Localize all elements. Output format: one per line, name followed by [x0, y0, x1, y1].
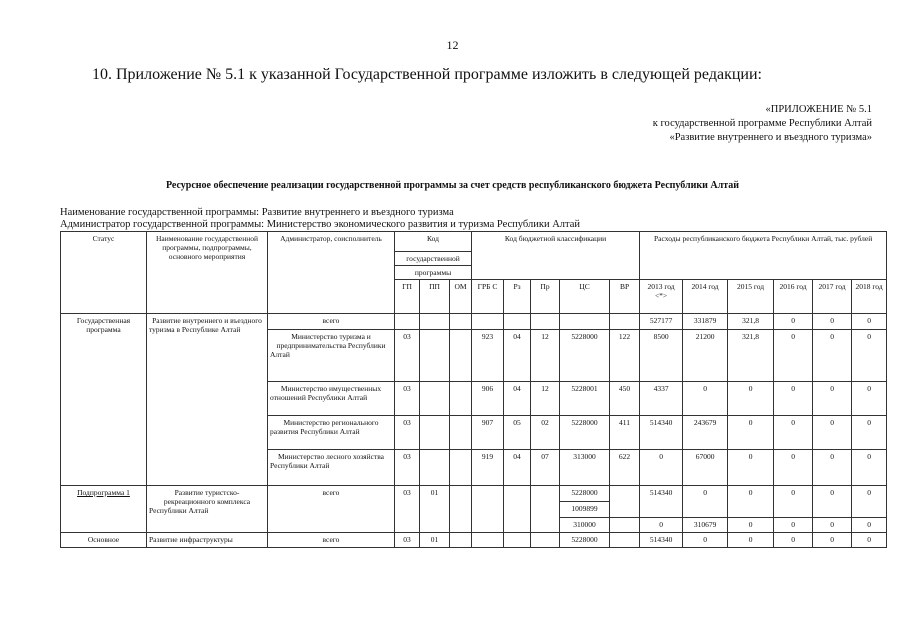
cs-code: 5228000	[560, 486, 610, 502]
value-2016: 0	[774, 486, 813, 518]
vr-code	[610, 533, 640, 548]
gp-code: 03	[395, 330, 420, 382]
pr-code: 02	[531, 416, 560, 450]
sub1-status: Подпрограмма 1	[61, 486, 147, 533]
om1-name: Развитие инфраструктуры	[147, 533, 268, 548]
cs-code: 310000	[560, 518, 610, 533]
pr-code	[531, 533, 560, 548]
admin-cell: всего	[268, 314, 395, 330]
value-2016: 0	[774, 518, 813, 533]
om-code	[450, 330, 472, 382]
admin-cell: Министерство регионального развития Республики Алтай	[268, 416, 395, 450]
grbs-code: 907	[472, 416, 504, 450]
rz-code: 04	[504, 382, 531, 416]
vr-code	[610, 314, 640, 330]
header-grbs: ГРБ С	[472, 280, 504, 314]
grbs-code: 919	[472, 450, 504, 486]
rz-code: 04	[504, 330, 531, 382]
value-2018: 0	[852, 314, 887, 330]
header-2017: 2017 год	[813, 280, 852, 314]
value-2013: 514340	[640, 486, 683, 518]
value-2013: 514340	[640, 533, 683, 548]
value-2014: 310679	[683, 518, 728, 533]
appendix-line-1: «ПРИЛОЖЕНИЕ № 5.1	[765, 104, 872, 115]
value-2017: 0	[813, 486, 852, 518]
header-code-sub1: государственной	[395, 252, 472, 266]
value-2018: 0	[852, 450, 887, 486]
gp-code: 03	[395, 486, 420, 533]
admin-cell: Министерство лесного хозяйства Республики Алтай	[268, 450, 395, 486]
table-row	[61, 533, 887, 548]
cs-code	[560, 314, 610, 330]
vr-code	[610, 518, 640, 533]
value-2017: 0	[813, 382, 852, 416]
appendix-line-3: «Развитие внутреннего и въездного туризма»	[669, 132, 872, 143]
header-expenses: Расходы республиканского бюджета Республики Алтай, тыс. рублей	[640, 232, 887, 280]
grbs-code: 923	[472, 330, 504, 382]
value-2018: 0	[852, 533, 887, 548]
header-2016: 2016 год	[774, 280, 813, 314]
value-2018: 0	[852, 330, 887, 382]
amendment-heading: 10. Приложение № 5.1 к указанной Государственной программе изложить в следующей редакции:	[92, 66, 762, 83]
admin-cell: Министерство имущественных отношений Республики Алтай	[268, 382, 395, 416]
value-2014: 243679	[683, 416, 728, 450]
header-name: Наименование государственной программы, подпрограммы, основного мероприятия	[147, 232, 268, 314]
gp-name: Развитие внутреннего и въездного туризма в Республике Алтай	[147, 314, 268, 486]
admin-cell: всего	[268, 486, 395, 533]
appendix-header	[653, 103, 872, 145]
value-2013: 0	[640, 518, 683, 533]
page-number: 12	[446, 38, 459, 52]
value-2013: 8500	[640, 330, 683, 382]
resource-title: Ресурсное обеспечение реализации государственной программы за счет средств республиканского бюджета Республики Алтай	[165, 180, 740, 191]
value-2017: 0	[813, 450, 852, 486]
gp-code: 03	[395, 416, 420, 450]
value-2018: 0	[852, 518, 887, 533]
value-2015: 0	[728, 382, 774, 416]
gp-status: Государственная программа	[61, 314, 147, 486]
value-2014: 0	[683, 382, 728, 416]
vr-code: 411	[610, 416, 640, 450]
pp-code: 01	[420, 486, 450, 533]
pp-code	[420, 416, 450, 450]
gp-code: 03	[395, 533, 420, 548]
header-status: Статус	[61, 232, 147, 314]
admin-cell: Министерство туризма и предпринимательства Республики Алтай	[268, 330, 395, 382]
gp-code: 03	[395, 382, 420, 416]
value-2016: 0	[774, 533, 813, 548]
header-pr: Пр	[531, 280, 560, 314]
header-rz: Рз	[504, 280, 531, 314]
rz-code: 04	[504, 450, 531, 486]
header-code: Код	[395, 232, 472, 252]
table-row	[61, 486, 887, 502]
header-2013: 2013 год <*>	[640, 280, 683, 314]
rz-code	[504, 314, 531, 330]
administrator-line: Администратор государственной программы: Министерство экономического развития и туризма Республики Алтай	[60, 219, 581, 230]
pr-code: 12	[531, 330, 560, 382]
value-2016: 0	[774, 450, 813, 486]
gp-code: 03	[395, 450, 420, 486]
vr-code: 622	[610, 450, 640, 486]
rz-code	[504, 486, 531, 533]
pr-code: 07	[531, 450, 560, 486]
rz-code	[504, 533, 531, 548]
value-2013: 514340	[640, 416, 683, 450]
value-2015: 321,8	[728, 314, 774, 330]
appendix-line-2: к государственной программе Республики Алтай	[652, 118, 872, 129]
value-2014: 67000	[683, 450, 728, 486]
value-2017: 0	[813, 314, 852, 330]
table-row	[61, 314, 887, 330]
om-code	[450, 416, 472, 450]
value-2015: 0	[728, 450, 774, 486]
sub1-name: Развитие туристско-рекреационного комплекса Республики Алтай	[147, 486, 268, 533]
pp-code	[420, 382, 450, 416]
vr-code: 122	[610, 330, 640, 382]
value-2018: 0	[852, 486, 887, 518]
grbs-code	[472, 533, 504, 548]
header-pp: ПП	[420, 280, 450, 314]
resource-table	[60, 231, 887, 548]
pr-code: 12	[531, 382, 560, 416]
program-name-line: Наименование государственной программы: Развитие внутреннего и въездного туризма	[60, 207, 454, 218]
value-2016: 0	[774, 382, 813, 416]
value-2015: 0	[728, 486, 774, 518]
value-2014: 331879	[683, 314, 728, 330]
om-code	[450, 486, 472, 533]
pp-code	[420, 330, 450, 382]
value-2016: 0	[774, 330, 813, 382]
value-2015: 0	[728, 416, 774, 450]
value-2017: 0	[813, 330, 852, 382]
header-admin: Администратор, соисполнитель	[268, 232, 395, 314]
grbs-code	[472, 314, 504, 330]
value-2014: 21200	[683, 330, 728, 382]
om-code	[450, 450, 472, 486]
value-2018: 0	[852, 382, 887, 416]
value-2017: 0	[813, 518, 852, 533]
value-2013: 4337	[640, 382, 683, 416]
pp-code: 01	[420, 533, 450, 548]
value-2017: 0	[813, 416, 852, 450]
pp-code	[420, 450, 450, 486]
cs-code: 5228000	[560, 330, 610, 382]
value-2015: 321,8	[728, 330, 774, 382]
header-2015: 2015 год	[728, 280, 774, 314]
header-2014: 2014 год	[683, 280, 728, 314]
value-2018: 0	[852, 416, 887, 450]
header-2018: 2018 год	[852, 280, 887, 314]
admin-cell: всего	[268, 533, 395, 548]
value-2015: 0	[728, 518, 774, 533]
cs-code: 5228000	[560, 533, 610, 548]
value-2015: 0	[728, 533, 774, 548]
grbs-code: 906	[472, 382, 504, 416]
value-2014: 0	[683, 533, 728, 548]
value-2016: 0	[774, 314, 813, 330]
om-code	[450, 533, 472, 548]
value-2016: 0	[774, 416, 813, 450]
pp-code	[420, 314, 450, 330]
header-gp: ГП	[395, 280, 420, 314]
om1-status: Основное	[61, 533, 147, 548]
value-2014: 0	[683, 486, 728, 518]
value-2017: 0	[813, 533, 852, 548]
header-budget-code: Код бюджетной классификации	[472, 232, 640, 280]
header-vr: ВР	[610, 280, 640, 314]
vr-code: 450	[610, 382, 640, 416]
header-om: ОМ	[450, 280, 472, 314]
cs-code: 5228000	[560, 416, 610, 450]
rz-code: 05	[504, 416, 531, 450]
pr-code	[531, 314, 560, 330]
cs-code: 313000	[560, 450, 610, 486]
grbs-code	[472, 486, 504, 533]
header-code-sub2: программы	[395, 266, 472, 280]
pr-code	[531, 486, 560, 533]
gp-code	[395, 314, 420, 330]
cs-code: 1009899	[560, 502, 610, 518]
cs-code: 5228001	[560, 382, 610, 416]
header-row-1	[61, 232, 887, 252]
value-2013: 527177	[640, 314, 683, 330]
value-2013: 0	[640, 450, 683, 486]
om-code	[450, 382, 472, 416]
om-code	[450, 314, 472, 330]
vr-code	[610, 486, 640, 518]
header-cs: ЦС	[560, 280, 610, 314]
